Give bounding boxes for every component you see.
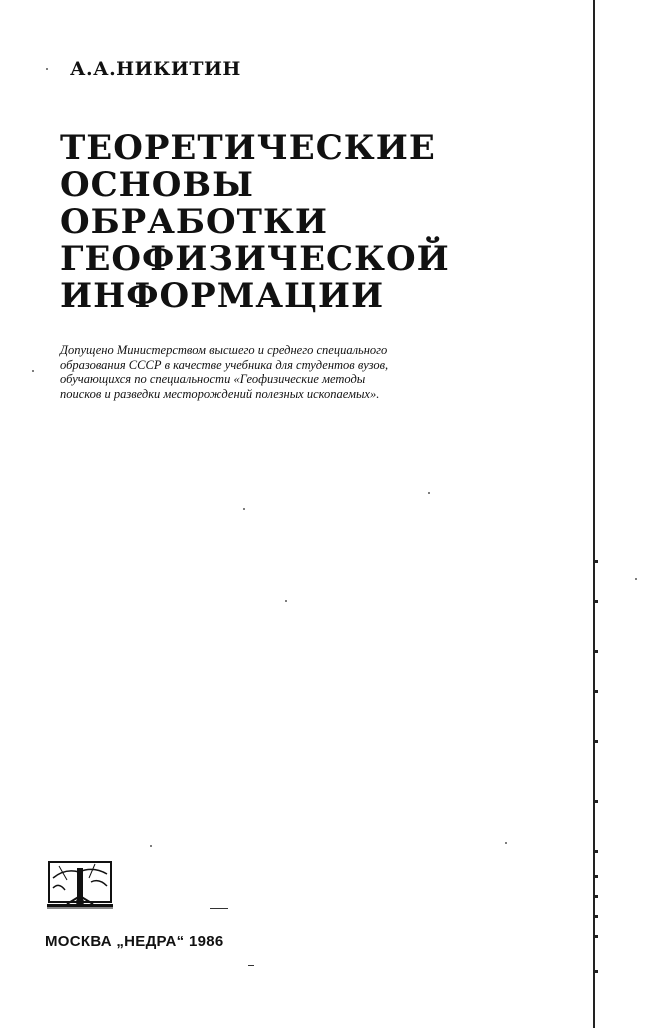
- publisher-imprint: МОСКВА „НЕДРА“ 1986: [45, 933, 224, 950]
- margin-mark: [593, 600, 598, 603]
- title-line: ГЕОФИЗИЧЕСКОЙ: [60, 239, 450, 279]
- scan-speck: [505, 842, 507, 844]
- scan-speck: [285, 600, 287, 602]
- scan-mark: [248, 965, 254, 966]
- approval-line: обучающихся по специальности «Геофизические методы: [60, 372, 366, 386]
- approval-line: Допущено Министерством высшего и среднего специального: [60, 343, 388, 357]
- margin-mark: [593, 895, 598, 898]
- margin-mark: [593, 915, 598, 918]
- book-title: [60, 130, 450, 315]
- margin-mark: [593, 560, 598, 563]
- margin-mark: [593, 650, 598, 653]
- scan-speck: [32, 370, 34, 372]
- title-line: ИНФОРМАЦИИ: [60, 276, 385, 316]
- scan-speck: [635, 578, 637, 580]
- author-name: А.А.НИКИТИН: [70, 58, 241, 80]
- publisher-emblem-icon: [45, 860, 115, 912]
- title-line: ОБРАБОТКИ: [60, 202, 328, 242]
- margin-mark: [593, 970, 598, 973]
- title-line: ТЕОРЕТИЧЕСКИЕ: [60, 128, 436, 168]
- title-line: ОСНОВЫ: [60, 165, 255, 205]
- margin-mark: [593, 875, 598, 878]
- scan-mark: [210, 908, 228, 909]
- margin-mark: [593, 850, 598, 853]
- approval-line: образования СССР в качестве учебника для студентов вузов,: [60, 357, 389, 372]
- scan-speck: [428, 492, 430, 494]
- margin-mark: [593, 690, 598, 693]
- scan-speck: [46, 68, 48, 70]
- margin-mark: [593, 935, 598, 938]
- margin-mark: [593, 800, 598, 803]
- scan-speck: [243, 508, 245, 510]
- scan-speck: [150, 845, 152, 847]
- margin-mark: [593, 740, 598, 743]
- approval-line: поисков и разведки месторождений полезных ископаемых».: [60, 386, 380, 401]
- page-fold-edge: [593, 0, 595, 1028]
- approval-statement: [60, 343, 510, 401]
